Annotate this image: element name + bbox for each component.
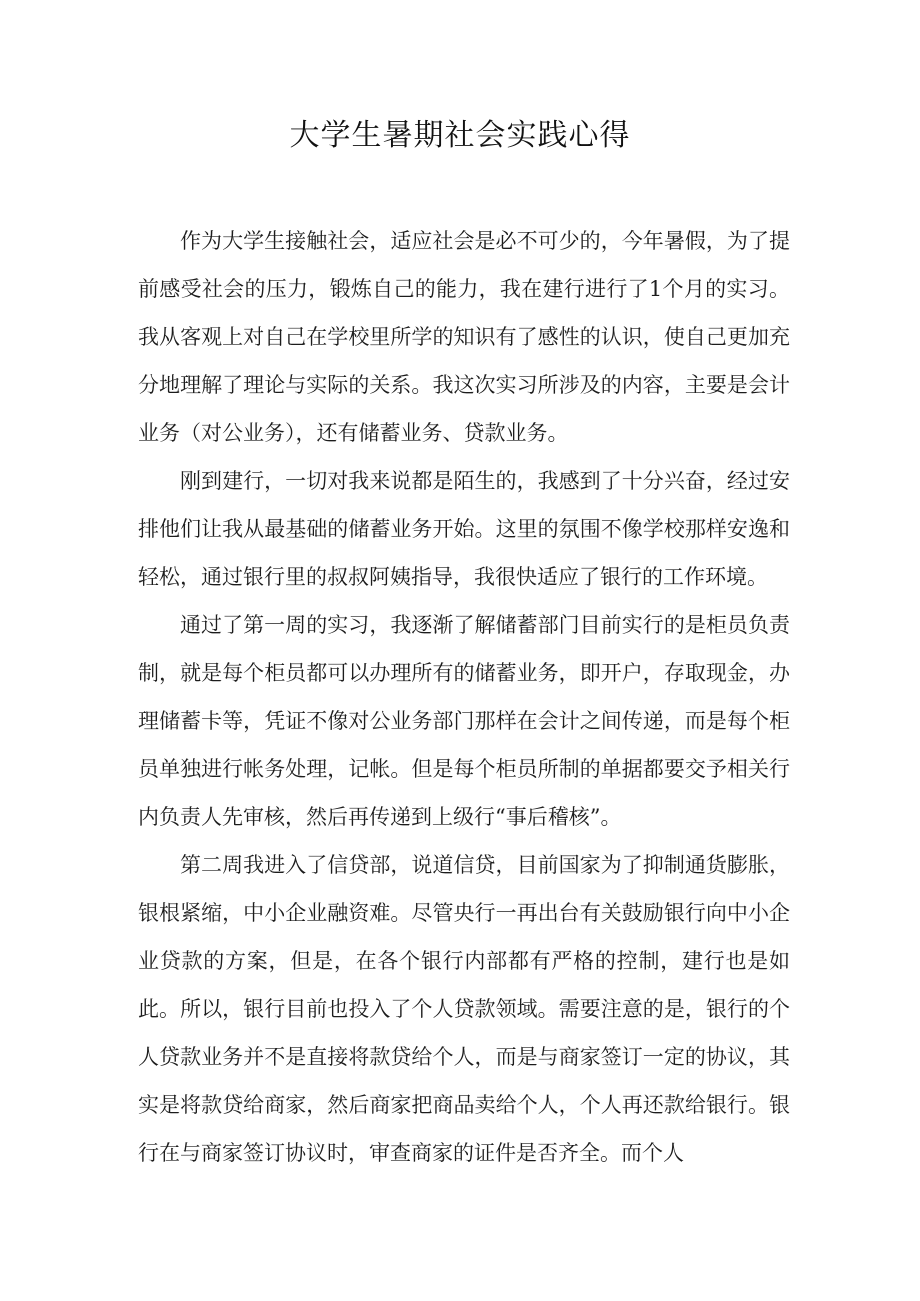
paragraph-4: 第二周我进入了信贷部，说道信贷，目前国家为了抑制通货膨胀，银根紧缩，中小企业融资难。尽管央行一再出台有关鼓励银行向中小企业贷款的方案，但是，在各个银行内部都有严格的控制，建行也是如此。所以，银行目前也投入了个人贷款领域。需要注意的是，银行的个人贷款业务并不是直接将款贷给个人，而是与商家签订一定的协议，其实是将款贷给商家，然后商家把商品卖给个人，个人再还款给银行。银行在与商家签订协议时，审查商家的证件是否齐全。而个人: [138, 853, 790, 1165]
paragraph-3: 通过了第一周的实习，我逐渐了解储蓄部门目前实行的是柜员负责制，就是每个柜员都可以办理所有的储蓄业务，即开户，存取现金，办理储蓄卡等，凭证不像对公业务部门那样在会计之间传递，而是每个柜员单独进行帐务处理，记帐。但是每个柜员所制的单据都要交予相关行内负责人先审核，然后再传递到上级行“事后稽核”。: [138, 613, 790, 829]
paragraph-2: 刚到建行，一切对我来说都是陌生的，我感到了十分兴奋，经过安排他们让我从最基础的储蓄业务开始。这里的氛围不像学校那样安逸和轻松，通过银行里的叔叔阿姨指导，我很快适应了银行的工作环境。: [138, 469, 790, 589]
document-body: [138, 217, 790, 1177]
paragraph-1: 作为大学生接触社会，适应社会是必不可少的，今年暑假，为了提前感受社会的压力，锻炼自己的能力，我在建行进行了1个月的实习。我从客观上对自己在学校里所学的知识有了感性的认识，使自己更加充分地理解了理论与实际的关系。我这次实习所涉及的内容，主要是会计业务（对公业务），还有储蓄业务、贷款业务。: [138, 229, 790, 445]
document-title: 大学生暑期社会实践心得: [289, 118, 631, 153]
